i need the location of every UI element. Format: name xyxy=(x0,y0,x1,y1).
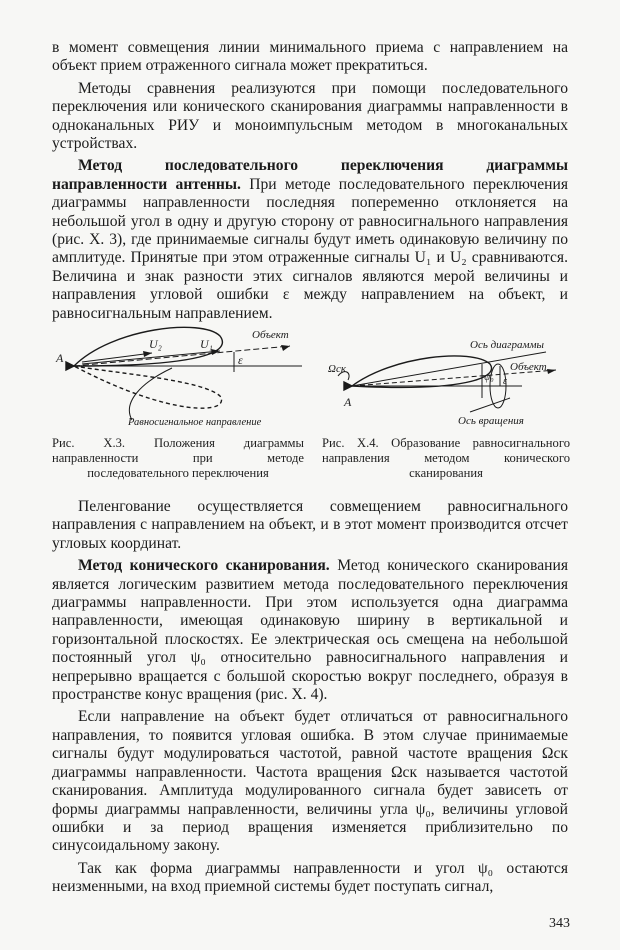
paragraph xyxy=(52,157,568,323)
section-heading: Метод последовательного переключения диаграммы направленности антенны. xyxy=(52,157,568,193)
section-heading: Метод конического сканирования. xyxy=(78,557,330,575)
text-block-top xyxy=(52,39,568,327)
label-omega: Ωск xyxy=(328,363,346,375)
lower-lobe xyxy=(74,366,222,408)
label-equisignal: Равносигнальное направление xyxy=(128,417,262,428)
paragraph: Так как форма диаграммы направленности и угол ψ₀ остаются неизменными, на вход приемной системы будет поступать сигнал, xyxy=(52,859,568,896)
label-u2: U₂ xyxy=(149,337,162,351)
label-u1: U₁ xyxy=(200,337,213,351)
label-object: Объект xyxy=(252,329,289,341)
figure2-caption: Рис. X.4. Образование равносигнального направления методом конического сканирования xyxy=(322,436,570,480)
paragraph: Методы сравнения реализуются при помощи последовательного переключения или конического сканирования диаграммы направленности в одноканальных РИУ и моноимпульсным методом в многоканальных устройствах. xyxy=(52,79,568,153)
paragraph-text: При методе последовательного переключения диаграммы направленности последняя попеременно отклоняется на небольшой угол в одну и другую сторону от равносигнального направления (рис. X. 3), где принимаемые сигналы будут иметь одинаковую величину по амплитуде. Принятые при этом отраженные сигналы U₁ и U₂ сравниваются. Величина и знак разности этих сигналов являются мерой величины и направления угловой ошибки ε между направлением на объект, и равносигнальным направлением. xyxy=(52,175,568,322)
antenna xyxy=(344,382,352,390)
text-block-bottom xyxy=(52,498,568,901)
label-object: Объект xyxy=(510,361,547,373)
object-direction-line xyxy=(74,346,290,366)
antenna xyxy=(66,362,74,370)
paragraph xyxy=(52,557,568,704)
label-axis-diagram: Ось диаграммы xyxy=(470,339,544,351)
figure-sequential-switching xyxy=(52,322,312,432)
paragraph-text: Метод конического сканирования является логическим развитием метода последовательного переключения диаграммы направленности. При этом используется одна диаграмма направленности, имеющая одинаковую ширину в вертикальной и горизонтальной плоскостях. Ее электрическая ось смещена на небольшой постоянный угол ψ₀ относительно равносигнального направления и непрерывно вращается с большой скоростью вокруг последнего, образуя в пространстве конус вращения (рис. X. 4). xyxy=(52,557,568,704)
label-epsilon: ε xyxy=(503,376,507,387)
page-number: 343 xyxy=(549,916,570,931)
label-a: A xyxy=(56,351,64,365)
paragraph: Если направление на объект будет отличаться от равносигнального направления, то появится угловая ошибка. В этом случае принимаемые сигналы будут модулироваться частотой, равной частоте вращения Ωск диаграммы направленности. Частота вращения Ωск называется частотой сканирования. Амплитуда модулированного сигнала будет зависеть от формы диаграммы направленности, величины угла ψ₀, величины угловой ошибки и за период вращения изменяется приблизительно по синусоидальному закону. xyxy=(52,708,568,855)
paragraph: в момент совмещения линии минимального приема с направлением на объект прием отраженного сигнала может прекратиться. xyxy=(52,39,568,75)
label-psi: ψ₀ xyxy=(484,372,494,383)
paragraph: Пеленгование осуществляется совмещением равносигнального направления с направлением на объект, и в этот момент производится отсчет угловых координат. xyxy=(52,498,568,552)
figure1-caption: Рис. X.3. Положения диаграммы направленности при методе последовательного переключения xyxy=(52,436,304,480)
label-axis-rotation: Ось вращения xyxy=(458,415,524,427)
label-a: A xyxy=(344,395,352,409)
figure-conical-scanning xyxy=(322,336,572,432)
label-epsilon: ε xyxy=(238,353,243,367)
